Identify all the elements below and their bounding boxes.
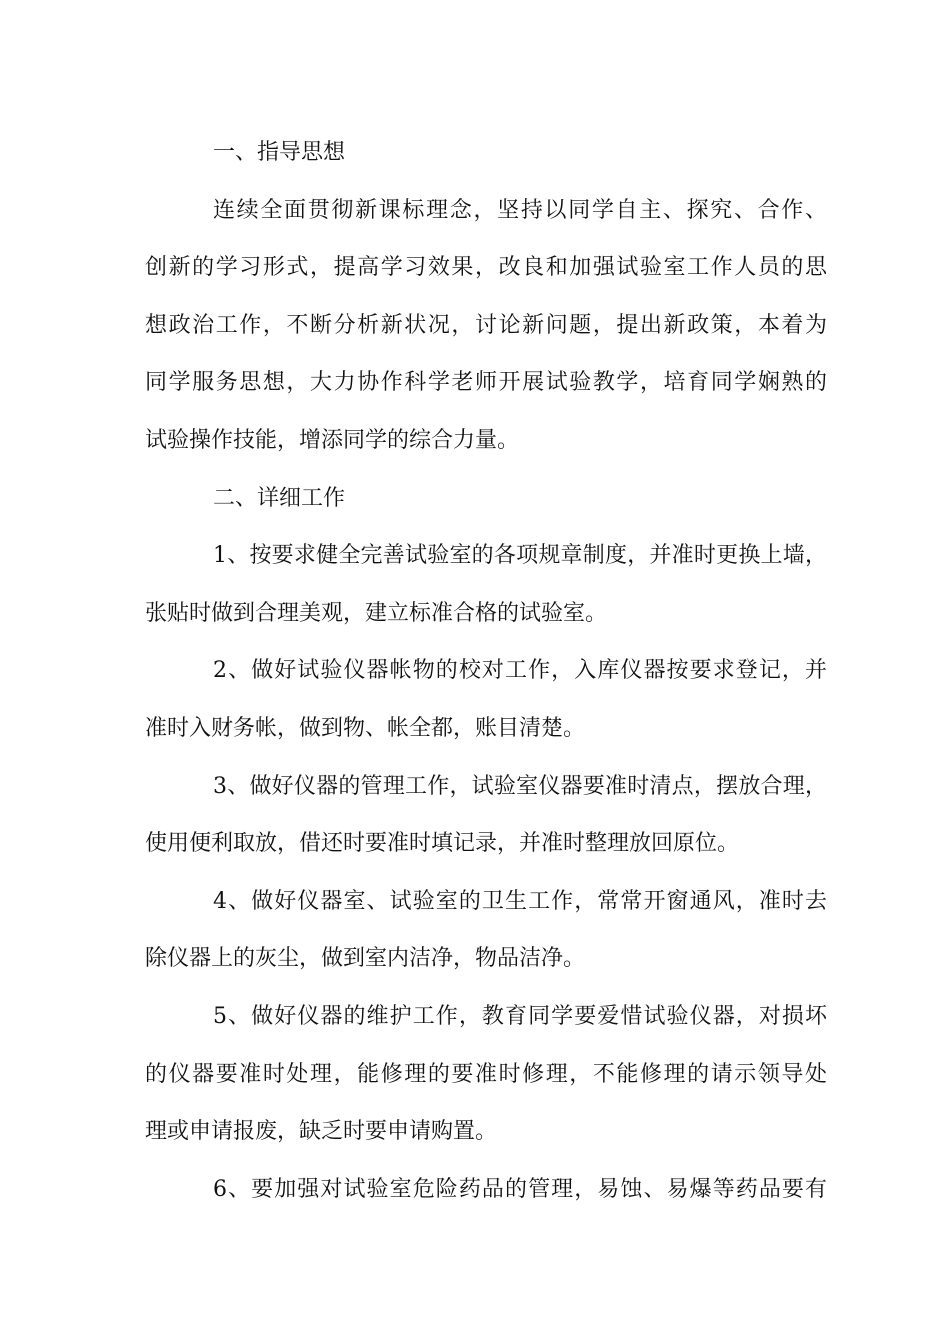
paragraph-line: 创新的学习形式，提高学习效果，改良和加强试验室工作人员的思 [145, 255, 827, 281]
list-item-line: 除仪器上的灰尘，做到室内洁净，物品洁净。 [145, 946, 586, 972]
list-item-line: 6、要加强对试验室危险药品的管理，易蚀、易爆等药品要有 [213, 1176, 827, 1202]
list-item-line: 5、做好仪器的维护工作，教育同学要爱惜试验仪器，对损坏 [213, 1003, 827, 1029]
paragraph-line: 同学服务思想，大力协作科学老师开展试验教学，培育同学娴熟的 [145, 370, 827, 396]
section-heading-guiding-thought: 一、指导思想 [213, 140, 346, 165]
list-item-line: 2、做好试验仪器帐物的校对工作，入库仪器按要求登记，并 [213, 658, 827, 684]
list-item-line: 使用便利取放，借还时要准时填记录，并准时整理放回原位。 [145, 831, 740, 857]
list-item-line: 1、按要求健全完善试验室的各项规章制度，并准时更换上墙， [213, 543, 827, 569]
list-item-line: 的仪器要准时处理，能修理的要准时修理，不能修理的请示领导处 [145, 1061, 827, 1087]
document-body [145, 124, 827, 1218]
paragraph-line: 想政治工作，不断分析新状况，讨论新问题，提出新政策，本着为 [145, 312, 827, 338]
paragraph-line: 试验操作技能，增添同学的综合力量。 [145, 427, 520, 453]
section-heading-detailed-work: 二、详细工作 [213, 485, 346, 511]
list-item-line: 3、做好仪器的管理工作，试验室仪器要准时清点，摆放合理， [213, 773, 827, 799]
list-item-line: 4、做好仪器室、试验室的卫生工作，常常开窗通风，准时去 [213, 888, 827, 914]
list-item-line: 理或申请报废，缺乏时要申请购置。 [145, 1119, 498, 1145]
list-item-line: 张贴时做到合理美观，建立标准合格的试验室。 [145, 600, 608, 626]
list-item-line: 准时入财务帐，做到物、帐全都，账目清楚。 [145, 715, 586, 741]
paragraph-line: 连续全面贯彻新课标理念，坚持以同学自主、探究、合作、 [213, 197, 827, 223]
